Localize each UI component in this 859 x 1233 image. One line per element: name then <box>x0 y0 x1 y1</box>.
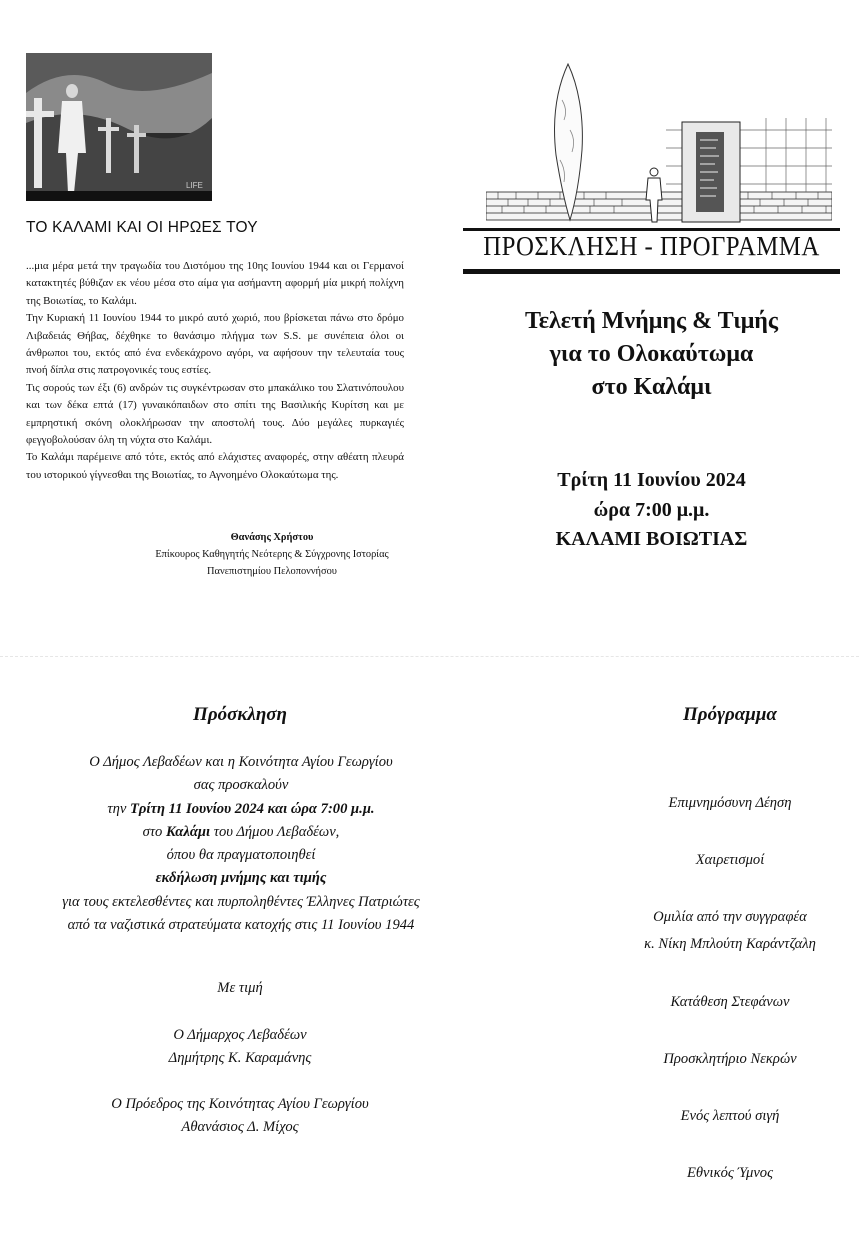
invitation-line-8: από τα ναζιστικά στρατεύματα κατοχής στις 11 Ιουνίου 1944 <box>67 917 415 934</box>
event-title-line-1: Τελετή Μνήμης & Τιμής <box>524 308 779 334</box>
mayor-name: Δημήτρης Κ. Καραμάνης <box>168 1050 312 1066</box>
program-item-silence: Ενός λεπτού σιγή <box>680 1108 780 1124</box>
history-paragraph-2: Την Κυριακή 11 Ιουνίου 1944 το μικρό αυτό χωριό, που βρίσκεται πάνω στο δρόμο Λιβαδειάς Θήβας, δέχθηκε το θανάσιμο πλήγμα των S.S. με συνέπεια όλοι οι άνθρωποι του, εκτός από ένα ενδεκάχρονο αγόρι, να αφήσουν την τελευταία τους πνοή δίπλα στις πατρογονικές τους εστίες. <box>26 312 404 377</box>
historical-photo <box>26 53 212 201</box>
fold-divider <box>0 656 859 657</box>
program-item-anthem: Εθνικός Ύμνος <box>686 1165 774 1181</box>
program-heading: Πρόγραμμα <box>683 704 777 725</box>
invitation-heading: Πρόσκληση <box>193 704 287 725</box>
president-signature <box>40 1093 440 1139</box>
invitation-line-4-suffix: του Δήμου Λεβαδέων, <box>210 823 340 840</box>
invitation-line-2: σας προσκαλούν <box>193 777 289 794</box>
invitation-program-header: ΠΡΟΣΚΛΗΣΗ - ΠΡΟΓΡΑΜΜΑ <box>483 231 820 261</box>
mayor-signature <box>40 1024 440 1070</box>
historical-photo-graphic <box>26 53 212 201</box>
event-title <box>463 305 840 404</box>
author-signature <box>140 529 404 580</box>
event-title-line-3: στο Καλάμι <box>591 374 712 400</box>
history-paragraph-4: Το Καλάμι παρέμεινε από τότε, εκτός από ελάχιστες αναφορές, στην αθέατη πλευρά του ιστορικού γίγνεσθαι της Βοιωτίας, το Αγνοημένο Ολοκαύτωμα της. <box>26 451 404 481</box>
program-item-memorial-service: Επιμνημόσυνη Δέηση <box>668 795 792 811</box>
president-title: Ο Πρόεδρος της Κοινότητας Αγίου Γεωργίου <box>111 1096 369 1112</box>
program-item-wreaths: Κατάθεση Στεφάνων <box>670 994 790 1010</box>
invitation-line-3 <box>26 798 456 821</box>
event-title-line-2: για το Ολοκαύτωμα <box>549 341 754 367</box>
program-item-greetings: Χαιρετισμοί <box>695 852 765 868</box>
event-date: Τρίτη 11 Ιουνίου 2024 <box>557 469 746 491</box>
history-text <box>26 258 404 484</box>
invitation-line-1: Ο Δήμος Λεβαδέων και η Κοινότητα Αγίου Γεωργίου <box>89 754 393 770</box>
invitation-line-4 <box>26 821 456 844</box>
event-datetime-place <box>463 466 840 555</box>
photo-watermark: LIFE <box>186 181 203 190</box>
author-name: Θανάσης Χρήστου <box>230 532 314 543</box>
invitation-line-5: όπου θα πραγματοποιηθεί <box>166 847 316 864</box>
invitation-datetime: Τρίτη 11 Ιουνίου 2024 και ώρα 7:00 μ.μ. <box>129 800 375 817</box>
memorial-illustration <box>486 60 832 226</box>
history-paragraph-3: Τις σορούς των έξι (6) ανδρών τις συγκέντρωσαν στο μπακάλικο του Σλατινόπουλου και των δέκα επτά (17) γυναικόπαιδων στο σπίτι της Βασιλικής Κυρίτση και με εμπρηστική σκόνη ολοκλήρωσαν την αποστολή τους. Δύο μεγάλες πυρκαγιές φεγγοβολούσαν όλη τη νύχτα στο Καλάμι. <box>26 381 404 447</box>
invitation-place: Καλάμι <box>166 823 211 840</box>
invitation-line-4-prefix: στο <box>142 823 167 840</box>
invitation-line-3-prefix: την <box>107 800 130 817</box>
author-role: Επίκουρος Καθηγητής Νεότερης & Σύγχρονης Ιστορίας <box>155 549 389 560</box>
event-time: ώρα 7:00 μ.μ. <box>593 498 710 521</box>
author-institution: Πανεπιστημίου Πελοποννήσου <box>207 566 337 577</box>
invitation-line-6 <box>26 867 456 890</box>
mayor-title: Ο Δήμαρχος Λεβαδέων <box>173 1027 307 1043</box>
program-item-roll-call: Προσκλητήριο Νεκρών <box>663 1051 797 1067</box>
program-item-speech: Ομιλία από την συγγραφέα <box>653 909 807 925</box>
event-place: ΚΑΛΑΜΙ ΒΟΙΩΤΙΑΣ <box>555 528 748 550</box>
invitation-event-type: εκδήλωση μνήμης και τιμής <box>155 870 327 887</box>
invitation-text <box>26 751 456 937</box>
regards: Με τιμή <box>217 980 263 996</box>
invitation-line-7: για τους εκτελεσθέντες και πυρποληθέντες Έλληνες Πατριώτες <box>62 893 420 910</box>
program-item-speaker: κ. Νίκη Μπλούτη Καράντζαλη <box>644 936 816 952</box>
history-paragraph-1: ...μια μέρα μετά την τραγωδία του Διστόμου της 10ης Ιουνίου 1944 και οι Γερμανοί κατακτητές βύθιζαν εκ νέου μέσα στο αίμα για ασήμαντη αφορμή μία μικρή πολίχνη της Βοιωτίας, το Καλάμι. <box>26 260 404 307</box>
memorial-drawing <box>486 60 832 226</box>
left-section-title: ΤΟ ΚΑΛΑΜΙ ΚΑΙ ΟΙ ΗΡΩΕΣ ΤΟΥ <box>26 219 258 236</box>
president-name: Αθανάσιος Δ. Μίχος <box>181 1119 299 1135</box>
